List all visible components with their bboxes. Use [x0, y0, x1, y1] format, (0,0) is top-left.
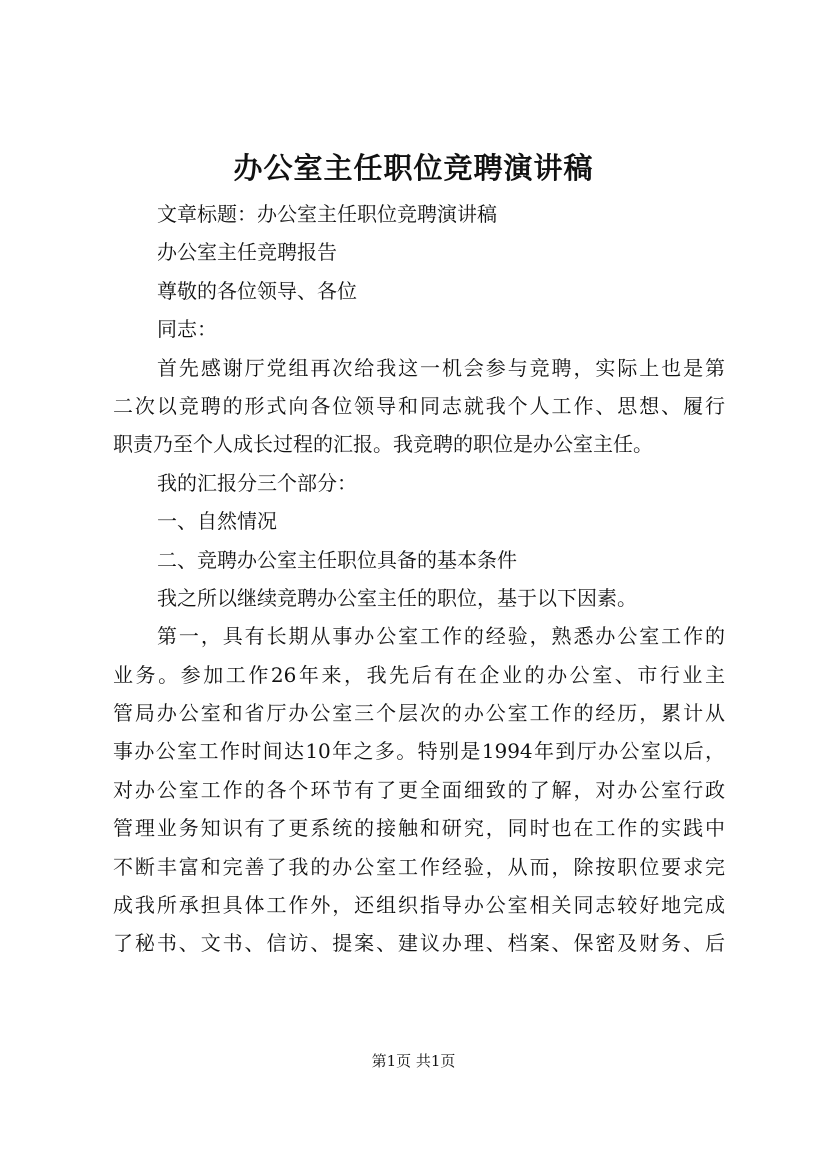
document-title: 办公室主任职位竞聘演讲稿: [233, 151, 594, 185]
paragraph-line: 同志：: [157, 317, 217, 342]
page-number-footer: 第1页 共1页: [371, 1052, 456, 1070]
paragraph-line: 文章标题：办公室主任职位竞聘演讲稿: [157, 202, 497, 226]
paragraph-line: 办公室主任竞聘报告: [157, 240, 337, 265]
paragraph-line: 对办公室工作的各个环节有了更全面细致的了解，对办公室行政: [113, 777, 725, 802]
paragraph-line: 业务。参加工作26年来，我先后有在企业的办公室、市行业主: [113, 662, 725, 687]
paragraph-line: 一、自然情况: [157, 509, 277, 534]
paragraph-line: 事办公室工作时间达10年之多。特别是1994年到厅办公室以后，: [113, 739, 725, 764]
paragraph-line: 我的汇报分三个部分：: [157, 470, 357, 495]
paragraph-line: 尊敬的各位领导、各位: [157, 278, 357, 303]
document-body: [113, 195, 725, 963]
paragraph-line: 第一，具有长期从事办公室工作的经验，熟悉办公室工作的: [157, 624, 725, 649]
paragraph-line: 了秘书、文书、信访、提案、建议办理、档案、保密及财务、后: [113, 931, 725, 956]
paragraph-line: 不断丰富和完善了我的办公室工作经验，从而，除按职位要求完: [113, 854, 725, 879]
paragraph-line: 管理业务知识有了更系统的接触和研究，同时也在工作的实践中: [113, 816, 725, 841]
paragraph-line: 成我所承担具体工作外，还组织指导办公室相关同志较好地完成: [113, 893, 725, 918]
paragraph-line: 职责乃至个人成长过程的汇报。我竞聘的职位是办公室主任。: [113, 432, 653, 457]
paragraph-line: 我之所以继续竞聘办公室主任的职位，基于以下因素。: [157, 585, 637, 610]
paragraph-line: 二次以竞聘的形式向各位领导和同志就我个人工作、思想、履行: [113, 393, 725, 418]
paragraph-line: 首先感谢厅党组再次给我这一机会参与竞聘，实际上也是第: [157, 355, 725, 380]
paragraph-line: 管局办公室和省厅办公室三个层次的办公室工作的经历，累计从: [113, 701, 725, 726]
paragraph-line: 二、竞聘办公室主任职位具备的基本条件: [157, 547, 517, 572]
